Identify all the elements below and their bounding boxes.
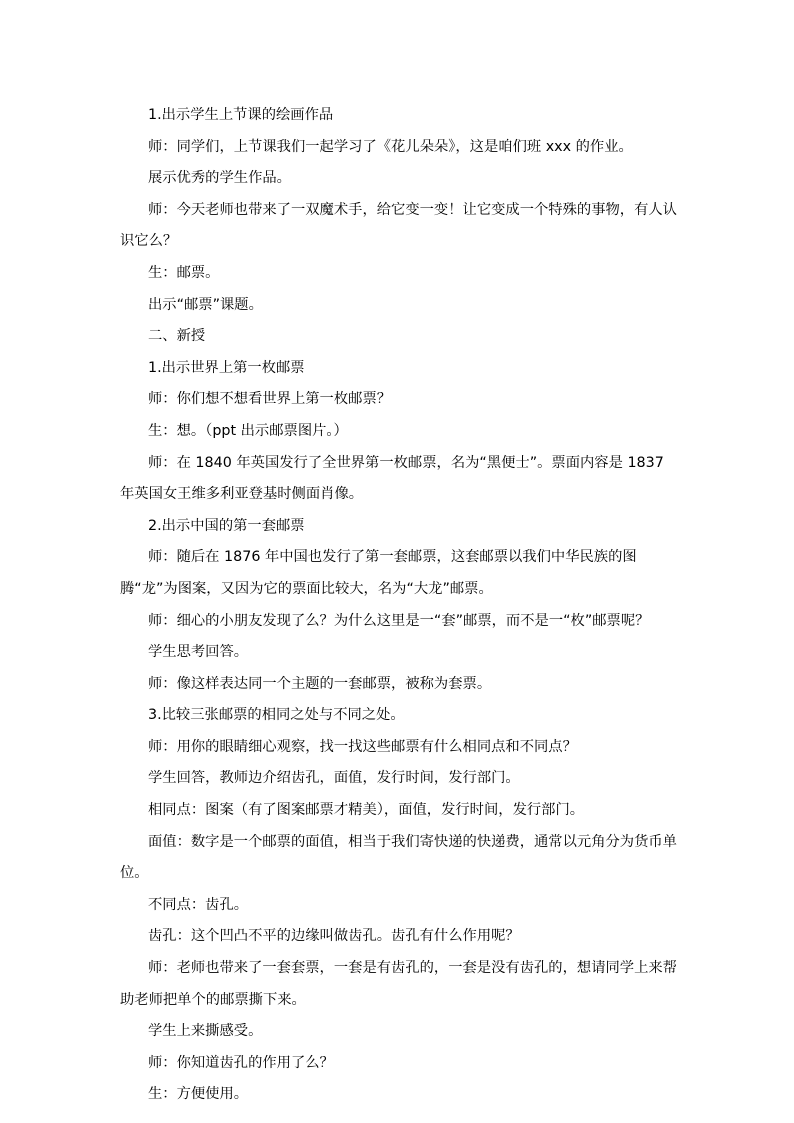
paragraph-18: 师：用你的眼睛细心观察，找一找这些邮票有什么相同点和不同点？ xyxy=(148,738,577,755)
paragraph-10: 生：想。（ppt 出示邮票图片。） xyxy=(148,422,348,439)
paragraph-3: 展示优秀的学生作品。 xyxy=(148,170,291,187)
paragraph-23: 齿孔：这个凹凸不平的边缘叫做齿孔。齿孔有什么作用呢？ xyxy=(148,928,520,945)
paragraph-27: 生：方便使用。 xyxy=(148,1086,249,1103)
paragraph-13: 师：随后在 1876 年中国也发行了第一套邮票，这套邮票以我们中华民族的图腾“龙”为图案，又因为它的票面比较大，名为“大龙”邮票。 xyxy=(120,549,637,597)
subheading-first-stamp: 1.出示世界上第一枚邮票 xyxy=(148,359,305,376)
paragraph-19: 学生回答，教师边介绍齿孔，面值，发行时间，发行部门。 xyxy=(148,770,520,787)
paragraph-24: 师：老师也带来了一套套票，一套是有齿孔的，一套是没有齿孔的，想请同学上来帮助老师把单个的邮票撕下来。 xyxy=(120,960,677,1008)
paragraph-11: 师：在 1840 年英国发行了全世界第一枚邮票，名为“黑便士”。票面内容是 1837 年英国女王维多利亚登基时侧面肖像。 xyxy=(120,454,664,503)
section-heading-new-lesson: 二、新授 xyxy=(148,328,206,345)
paragraph-22: 不同点：齿孔。 xyxy=(148,896,249,913)
paragraph-5: 生：邮票。 xyxy=(148,264,220,281)
paragraph-9: 师：你们想不想看世界上第一枚邮票？ xyxy=(148,391,392,408)
document-body xyxy=(120,100,680,1111)
paragraph-26: 师：你知道齿孔的作用了么？ xyxy=(148,1054,334,1071)
paragraph-2: 师：同学们，上节课我们一起学习了《花儿朵朵》，这是咱们班 xxx 的作业。 xyxy=(148,138,633,155)
subheading-china-stamp: 2.出示中国的第一套邮票 xyxy=(148,517,305,534)
paragraph-6: 出示“邮票”课题。 xyxy=(148,296,263,313)
paragraph-16: 师：像这样表达同一个主题的一套邮票，被称为套票。 xyxy=(148,675,492,692)
paragraph-1: 1.出示学生上节课的绘画作品 xyxy=(148,107,334,123)
paragraph-25: 学生上来撕感受。 xyxy=(148,1023,263,1040)
paragraph-15: 学生思考回答。 xyxy=(148,644,249,661)
paragraph-20: 相同点：图案（有了图案邮票才精美），面值，发行时间，发行部门。 xyxy=(148,802,585,819)
paragraph-4: 师：今天老师也带来了一双魔术手，给它变一变！让它变成一个特殊的事物，有人认识它么？ xyxy=(120,201,677,250)
paragraph-14: 师：细心的小朋友发现了么？为什么这里是一“套”邮票，而不是一“枚”邮票呢？ xyxy=(148,612,650,629)
subheading-compare-stamps: 3.比较三张邮票的相同之处与不同之处。 xyxy=(148,707,405,724)
paragraph-21: 面值：数字是一个邮票的面值，相当于我们寄快递的快递费，通常以元角分为货币单位。 xyxy=(120,833,677,882)
